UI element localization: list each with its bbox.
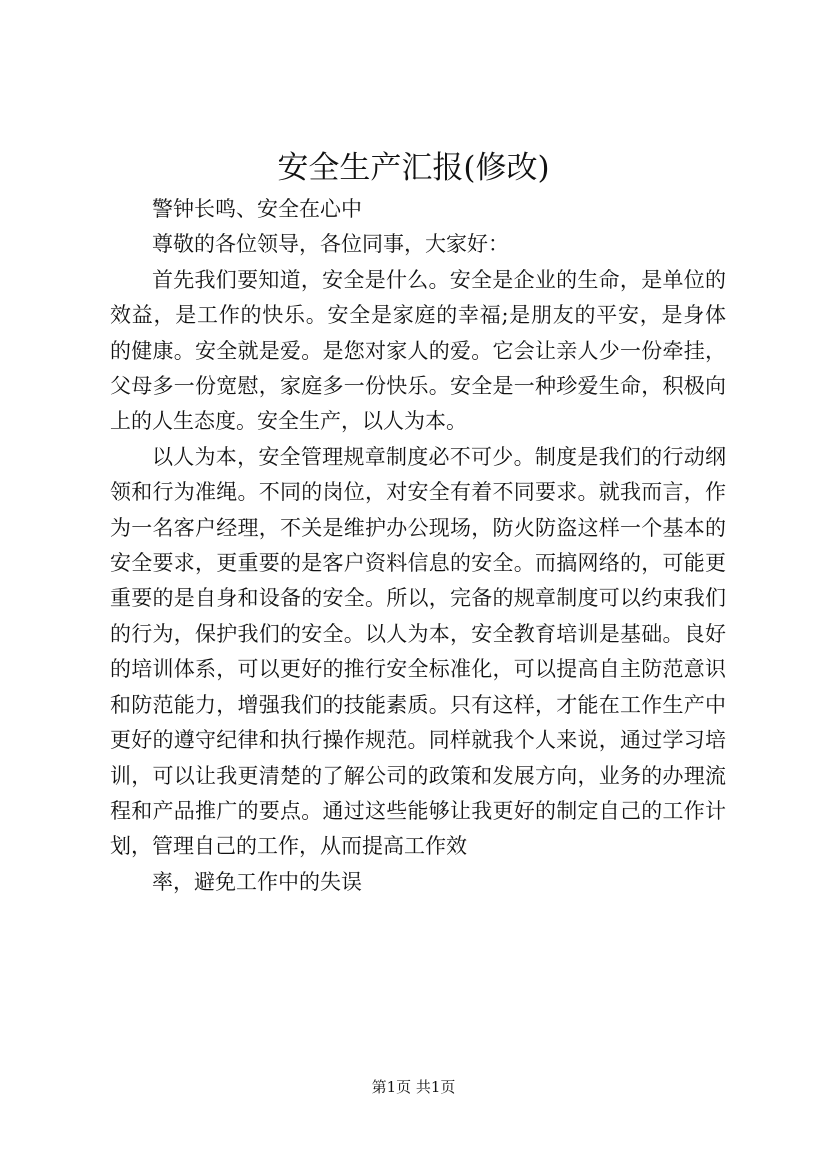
paragraph-people-oriented: 以人为本，安全管理规章制度必不可少。制度是我们的行动纲领和行为准绳。不同的岗位，对安全有着不同要求。就我而言，作为一名客户经理，不关是维护办公现场，防火防盗这样一个基本的安全要求，更重要的是客户资料信息的安全。而搞网络的，可能更重要的是自身和设备的安全。所以，完备的规章制度可以约束我们的行为，保护我们的安全。以人为本，安全教育培训是基础。良好的培训体系，可以更好的推行安全标准化，可以提高自主防范意识和防范能力，增强我们的技能素质。只有这样，才能在工作生产中更好的遵守纪律和执行操作规范。同样就我个人来说，通过学习培训，可以让我更清楚的了解公司的政策和发展方向，业务的办理流程和产品推广的要点。通过这些能够让我更好的制定自己的工作计划，管理自己的工作，从而提高工作效 [110,444,726,859]
paragraph-closing-fragment: 率，避免工作中的失误 [152,869,362,894]
paragraph-subtitle: 警钟长鸣、安全在心中 [152,197,362,221]
document-body [110,192,726,900]
page-number-footer: 第1页 共1页 [371,1078,456,1096]
paragraph-greeting: 尊敬的各位领导，各位同事，大家好： [152,232,509,257]
paragraph-safety-meaning: 首先我们要知道，安全是什么。安全是企业的生命，是单位的效益，是工作的快乐。安全是家庭的幸福;是朋友的平安，是身体的健康。安全就是爱。是您对家人的爱。它会让亲人少一份牵挂，父母多一份宽慰，家庭多一份快乐。安全是一种珍爱生命，积极向上的人生态度。安全生产，以人为本。 [110,267,726,434]
document-title: 安全生产汇报(修改) [277,150,550,186]
